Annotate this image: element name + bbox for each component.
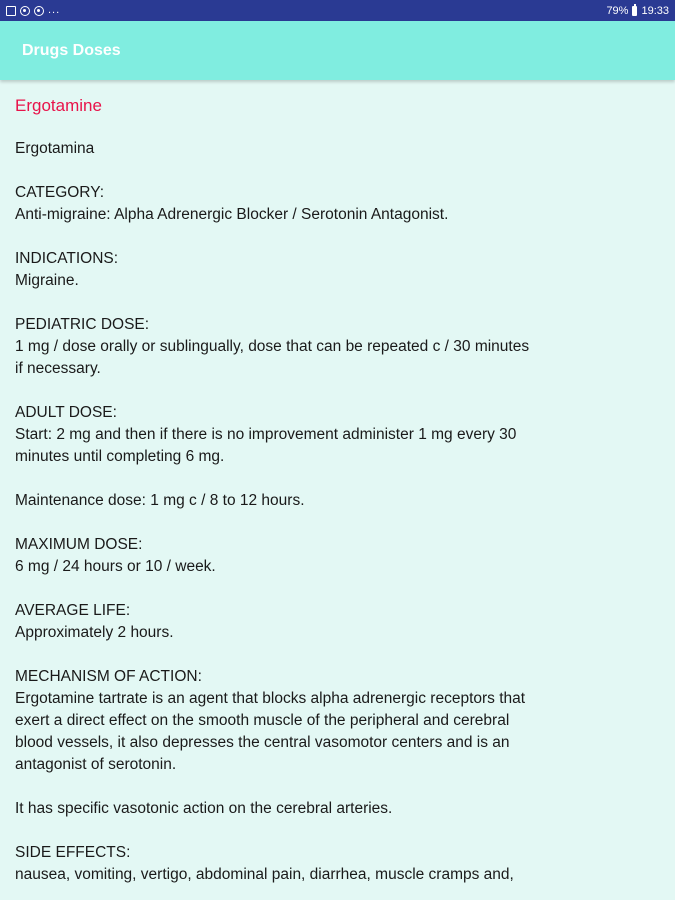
section-side-effects [15,842,665,886]
section-text-line: 6 mg / 24 hours or 10 / week. [15,558,216,575]
battery-percentage: 79% [606,4,629,17]
section-maximum-dose [15,534,665,578]
section-text-line: nausea, vomiting, vertigo, abdominal pain, diarrhea, muscle cramps and, [15,866,514,883]
section-adult-dose [15,402,665,512]
battery-icon [632,6,637,16]
paragraph-gap [15,776,665,798]
section-text-line: if necessary. [15,360,101,377]
clock: 19:33 [641,4,669,17]
image-icon [6,6,16,16]
section-text-line: exert a direct effect on the smooth muscle of the peripheral and cerebral [15,712,510,729]
section-heading: ADULT DOSE: [15,404,117,421]
section-text-line: Ergotamine tartrate is an agent that blocks alpha adrenergic receptors that [15,690,526,707]
section-pediatric-dose [15,314,665,380]
section-heading: CATEGORY: [15,184,105,201]
section-heading: MECHANISM OF ACTION: [15,668,202,685]
status-notifications [6,5,60,16]
section-average-life [15,600,665,644]
section-heading: PEDIATRIC DOSE: [15,316,150,333]
section-text-line: minutes until completing 6 mg. [15,448,225,465]
status-system [606,5,669,17]
sections-container [15,182,665,886]
section-heading: MAXIMUM DOSE: [15,536,143,553]
drug-name: Ergotamine [15,96,102,115]
section-mechanism-of-action [15,666,665,820]
drug-alt-name: Ergotamina [15,140,95,157]
section-text-line: Maintenance dose: 1 mg c / 8 to 12 hours. [15,492,305,509]
app-bar [0,21,675,80]
section-text-line: It has specific vasotonic action on the cerebral arteries. [15,800,393,817]
section-heading: INDICATIONS: [15,250,119,267]
section-indications [15,248,665,292]
section-text-line: 1 mg / dose orally or sublingually, dose that can be repeated c / 30 minutes [15,338,530,355]
section-text-line: Start: 2 mg and then if there is no improvement administer 1 mg every 30 [15,426,517,443]
section-heading: AVERAGE LIFE: [15,602,131,619]
chrome-icon [20,6,30,16]
settings-icon [34,6,44,16]
section-category [15,182,665,226]
section-text-line: blood vessels, it also depresses the central vasomotor centers and is an [15,734,510,751]
section-text-line: Anti-migraine: Alpha Adrenergic Blocker / Serotonin Antagonist. [15,206,449,223]
section-text-line: Approximately 2 hours. [15,624,174,641]
app-title: Drugs Doses [22,41,121,59]
status-bar [0,0,675,21]
more-notifications-icon: ... [48,4,61,16]
section-text-line: Migraine. [15,272,79,289]
paragraph-gap [15,468,665,490]
drug-info-text [15,138,665,886]
section-text-line: antagonist of serotonin. [15,756,177,773]
section-heading: SIDE EFFECTS: [15,844,131,861]
